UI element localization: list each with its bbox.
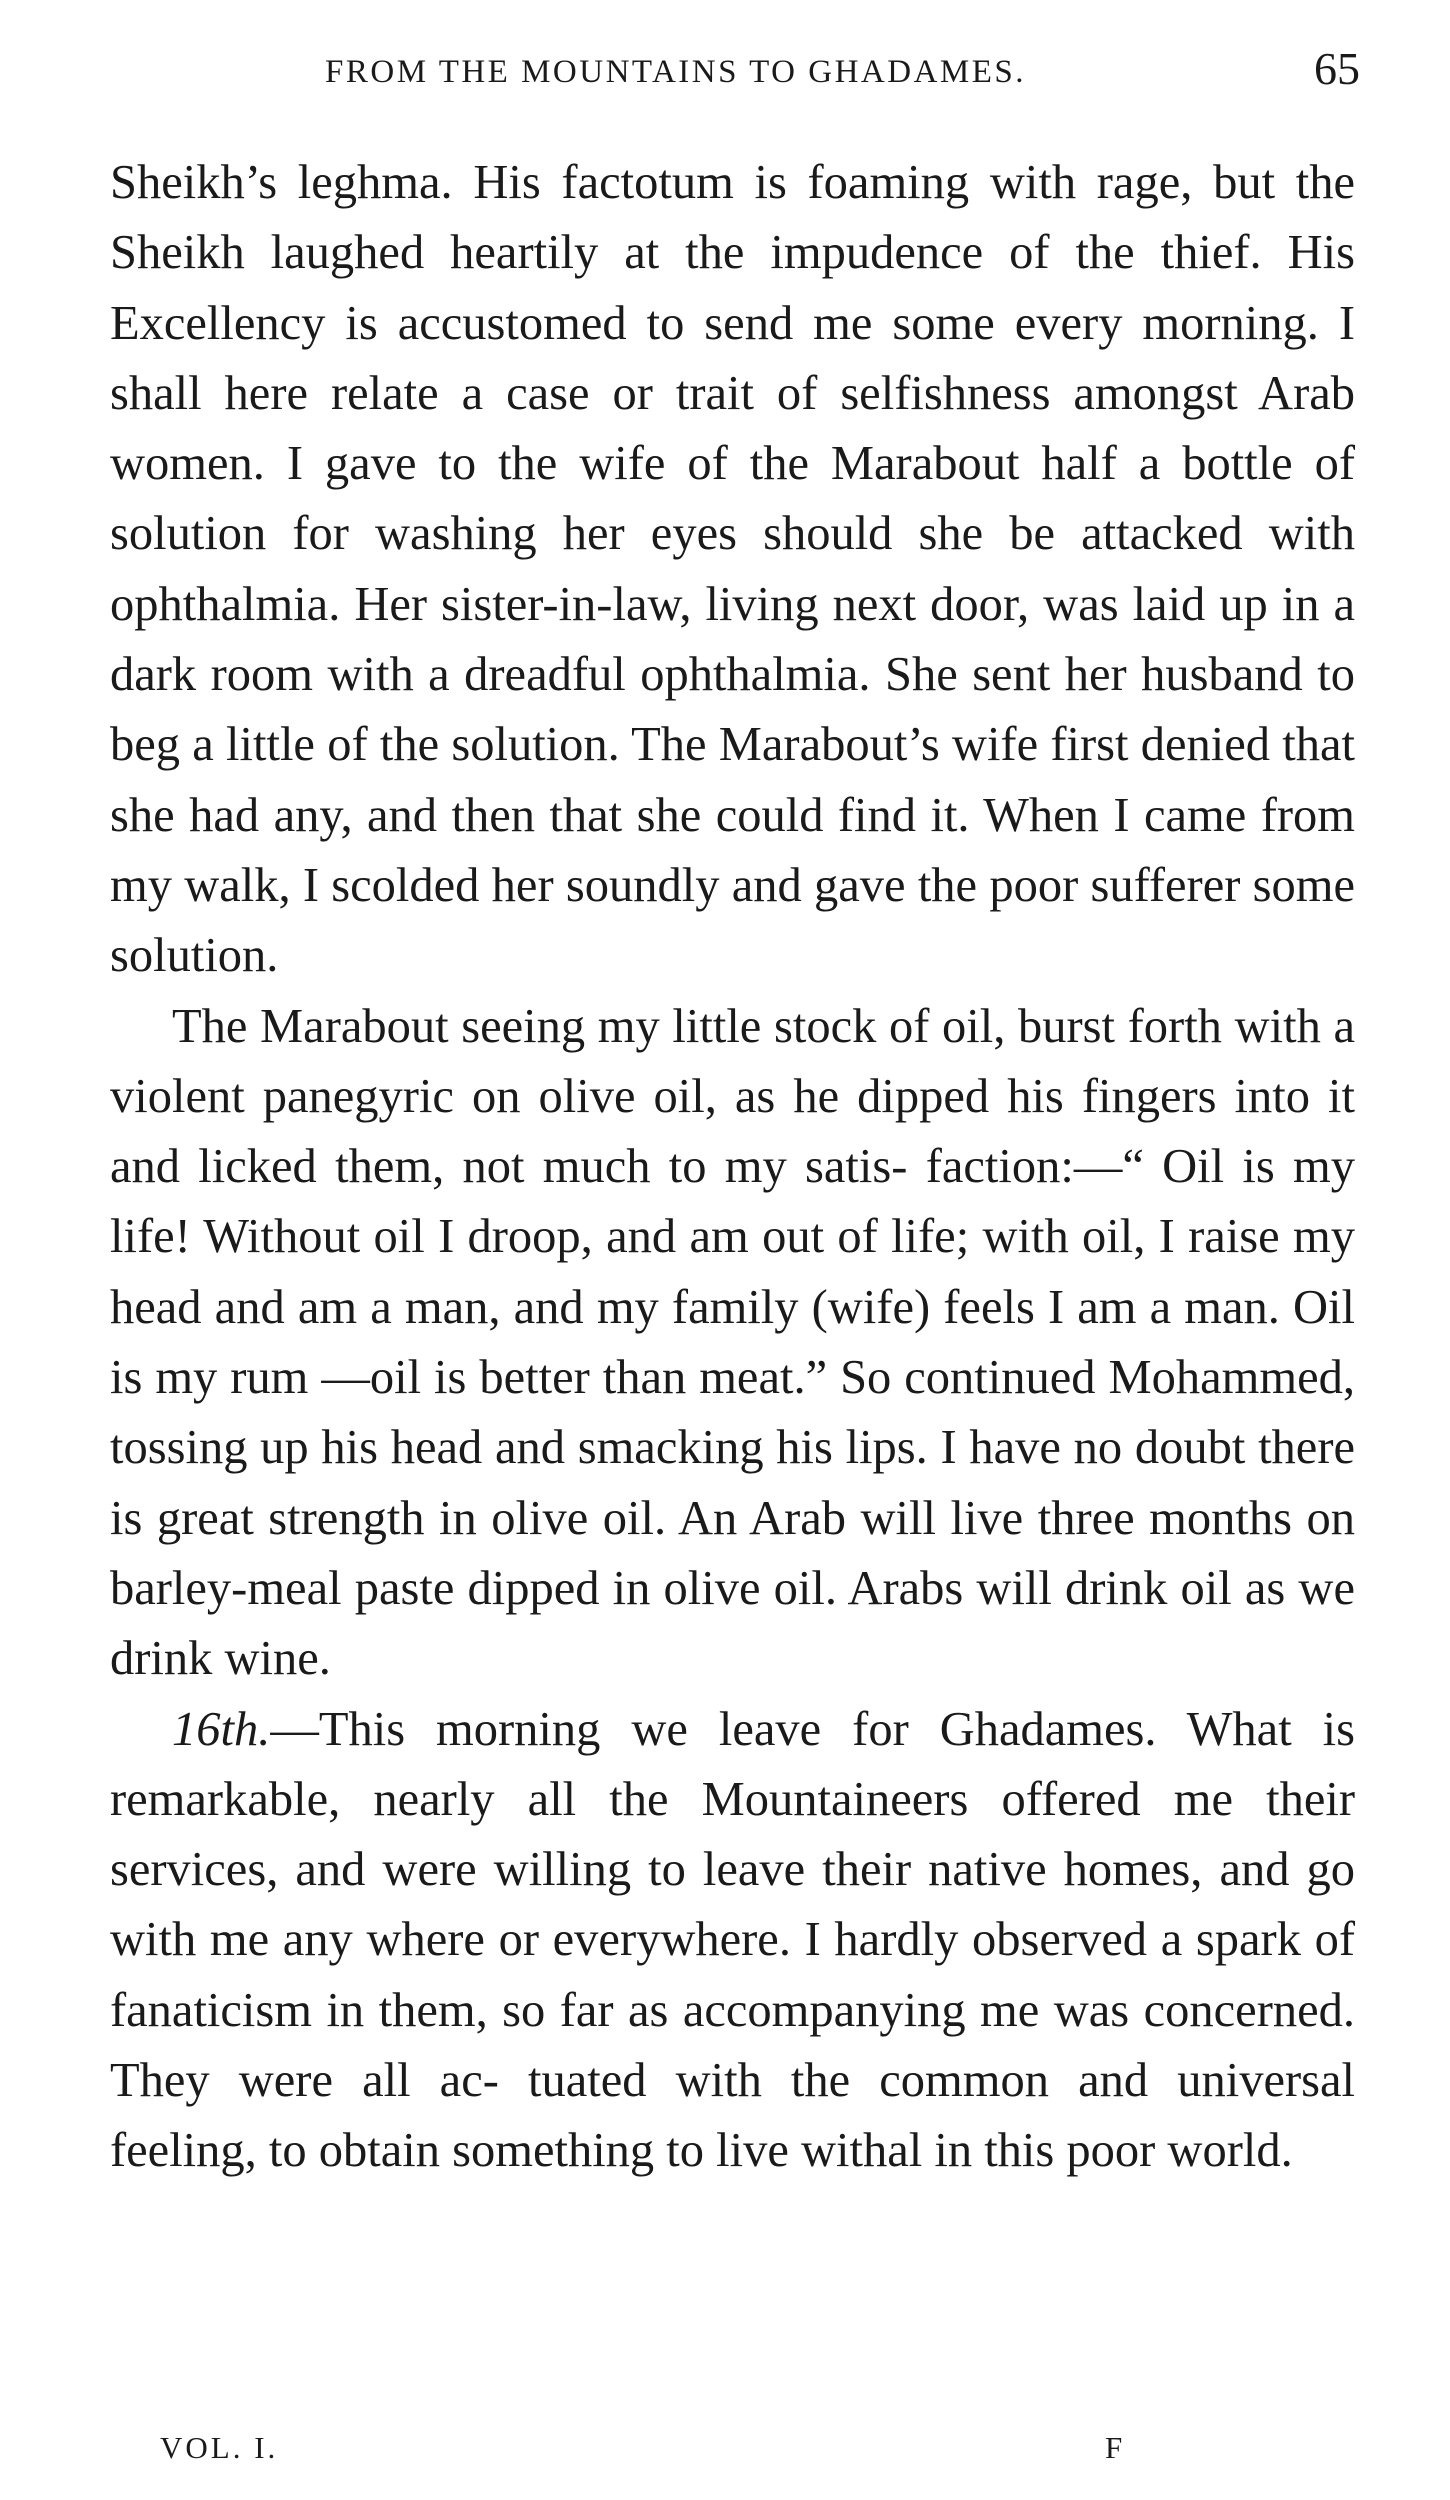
running-title: FROM THE MOUNTAINS TO GHADAMES. (325, 54, 1027, 90)
paragraph-2 (110, 992, 1355, 1695)
text-line: find it. When I came from my walk, I scolded her (110, 788, 1355, 912)
text-line: first denied that she had any, and then that she could (110, 718, 1355, 842)
text-line: The Marabout seeing my little stock of oil, burst forth (172, 999, 1222, 1053)
text-line: room with a dreadful ophthalmia. She sent her husband (210, 648, 1303, 702)
body-text (110, 148, 1355, 2187)
text-line: faction:—“ Oil is my life! Without oil I droop, and am (110, 1140, 1355, 1264)
text-line: hardly observed a spark of fanaticism in them, so far as (110, 1913, 1355, 2037)
text-line: doubt there is great strength in olive oil. An Arab will (110, 1421, 1355, 1545)
text-line: but the Sheikh laughed heartily at the impudence of the (110, 156, 1355, 280)
text-line: —This morning we leave for Ghadames. What (270, 1702, 1292, 1756)
signature-mark: F (1105, 2430, 1123, 2465)
text-line: tossing up his head and smacking his lips. I have no (110, 1421, 1123, 1475)
paragraph-1 (110, 148, 1355, 992)
text-line: selfishness amongst Arab women. I gave to the wife of (110, 366, 1356, 491)
text-line: to beg a little of the solution. The Marabout’s wife (110, 648, 1356, 772)
text-line: Sheikh’s leghma. His factotum is foaming with rage, (110, 156, 1193, 209)
text-line: sister-in-law, living next door, was laid up in a dark (110, 577, 1356, 702)
text-line: oil. Arabs will drink oil as we drink wine. (110, 1561, 1355, 1686)
text-line: accompanying me was concerned. They were all ac- (110, 1983, 1355, 2108)
paragraph-3 (110, 1695, 1355, 2187)
text-line: thief. His Excellency is accustomed to send me some (110, 226, 1355, 350)
volume-mark: VOL. I. (160, 2430, 279, 2465)
text-line: eyes should she be attacked with ophthalmia. Her (110, 507, 1355, 631)
text-line: and my family (wife) feels I am a man. Oil is my rum (110, 1280, 1356, 1405)
text-line: with a violent panegyric on olive oil, as he dipped his (110, 999, 1355, 1123)
text-line: out of life; with oil, I raise my head and am a man, (110, 1210, 1355, 1334)
running-head (120, 42, 1360, 102)
text-line: —oil is better than meat.” So continued Mohammed, (321, 1351, 1356, 1405)
text-line: every morning. I shall here relate a case or trait of (110, 296, 1355, 420)
text-line: fingers into it and licked them, not much to my satis- (110, 1069, 1355, 1194)
page-footer (160, 2430, 1160, 2480)
entry-date: 16th. (172, 1702, 271, 1756)
text-line: tuated with the common and universal feeling, to obtain (110, 2054, 1356, 2178)
text-line: live three months on barley-meal paste dipped in olive (110, 1491, 1355, 1615)
text-line: is remarkable, nearly all the Mountaineers offered me (110, 1702, 1356, 1826)
text-line: soundly and gave the poor sufferer some solution. (110, 858, 1356, 983)
text-line: the Marabout half a bottle of solution for washing her (110, 437, 1355, 561)
text-line: homes, and go with me any where or everywhere. I (110, 1843, 1356, 1967)
text-line: their services, and were willing to leave their native (110, 1772, 1356, 1897)
text-line: something to live withal in this poor world. (452, 2124, 1293, 2178)
page-number: 65 (1314, 43, 1360, 94)
